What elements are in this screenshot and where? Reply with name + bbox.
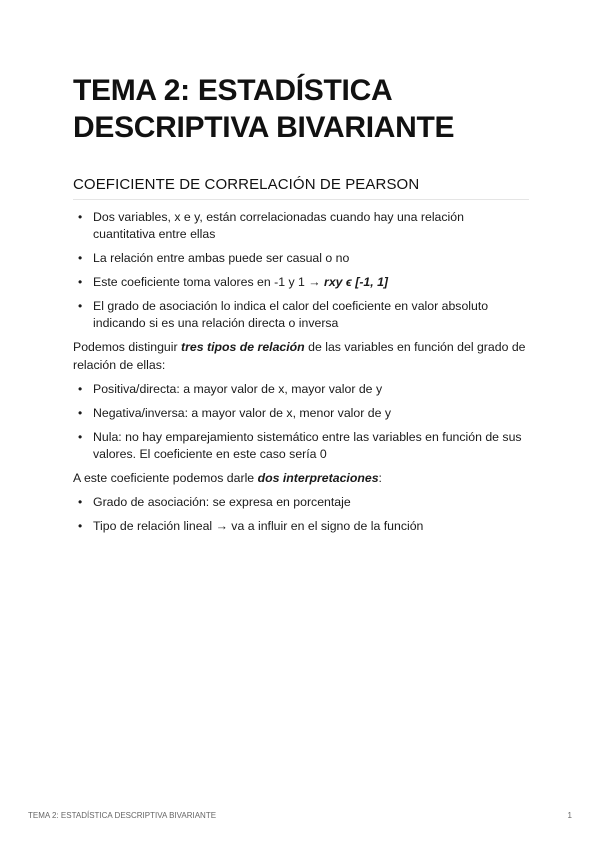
bullet-list-relation-types xyxy=(73,381,529,463)
title-line-1: TEMA 2: ESTADÍSTICA xyxy=(73,74,393,107)
paragraph-interpretations xyxy=(73,469,529,487)
list-item-text: Nula: no hay emparejamiento sistemático entre las variables en función de sus valores. El coeficiente en este caso sería 0 xyxy=(93,430,522,461)
list-item xyxy=(73,274,529,291)
list-item-text: Dos variables, x e y, están correlacionadas cuando hay una relación cuantitativa entre ellas xyxy=(93,210,464,241)
page-footer xyxy=(28,811,572,820)
list-item-text: La relación entre ambas puede ser casual o no xyxy=(93,251,350,265)
paragraph-relation-types xyxy=(73,338,529,374)
bullet-icon: • xyxy=(78,382,83,396)
bullet-icon: • xyxy=(78,299,83,313)
bullet-list-interpretations xyxy=(73,494,529,535)
list-item-text: El grado de asociación lo indica el calor del coeficiente en valor absoluto indicando si es una relación directa o inversa xyxy=(93,299,489,330)
footer-title: TEMA 2: ESTADÍSTICA DESCRIPTIVA BIVARIANTE xyxy=(28,811,217,820)
list-item xyxy=(73,494,529,511)
list-item xyxy=(73,209,529,243)
paragraph-text: Podemos distinguir xyxy=(73,340,181,354)
bullet-icon: • xyxy=(78,210,83,224)
emphasis-text: tres tipos de relación xyxy=(181,340,305,354)
list-item xyxy=(73,518,529,535)
bullet-icon: • xyxy=(78,519,83,533)
bullet-icon: • xyxy=(78,406,83,420)
list-item xyxy=(73,381,529,398)
section-heading: COEFICIENTE DE CORRELACIÓN DE PEARSON xyxy=(73,176,529,200)
bullet-icon: • xyxy=(78,430,83,444)
paragraph-text: : xyxy=(378,471,382,485)
page-number: 1 xyxy=(567,811,572,820)
title-line-2: DESCRIPTIVA BIVARIANTE xyxy=(73,111,455,144)
bullet-icon: • xyxy=(78,275,83,289)
list-item xyxy=(73,429,529,463)
bullet-list-pearson xyxy=(73,209,529,332)
list-item-text: Negativa/inversa: a mayor valor de x, menor valor de y xyxy=(93,406,391,420)
list-item-text: Este coeficiente toma valores en -1 y 1 → xyxy=(93,275,325,289)
bullet-icon: • xyxy=(78,495,83,509)
list-item-text: Positiva/directa: a mayor valor de x, mayor valor de y xyxy=(93,382,383,396)
list-item-text: Grado de asociación: se expresa en porcentaje xyxy=(93,495,351,509)
list-item xyxy=(73,405,529,422)
paragraph-text: de las variables en función del grado de relación de ellas: xyxy=(73,340,526,372)
list-item-text: Tipo de relación lineal → va a influir en el signo de la función xyxy=(93,519,424,533)
paragraph-text: A este coeficiente podemos darle xyxy=(73,471,258,485)
list-item xyxy=(73,250,529,267)
emphasis-text: dos interpretaciones xyxy=(257,471,379,485)
page-title xyxy=(73,72,529,146)
range-formula: rxy ϵ [-1, 1] xyxy=(324,275,389,289)
bullet-icon: • xyxy=(78,251,83,265)
list-item xyxy=(73,298,529,332)
page-content xyxy=(73,72,529,535)
